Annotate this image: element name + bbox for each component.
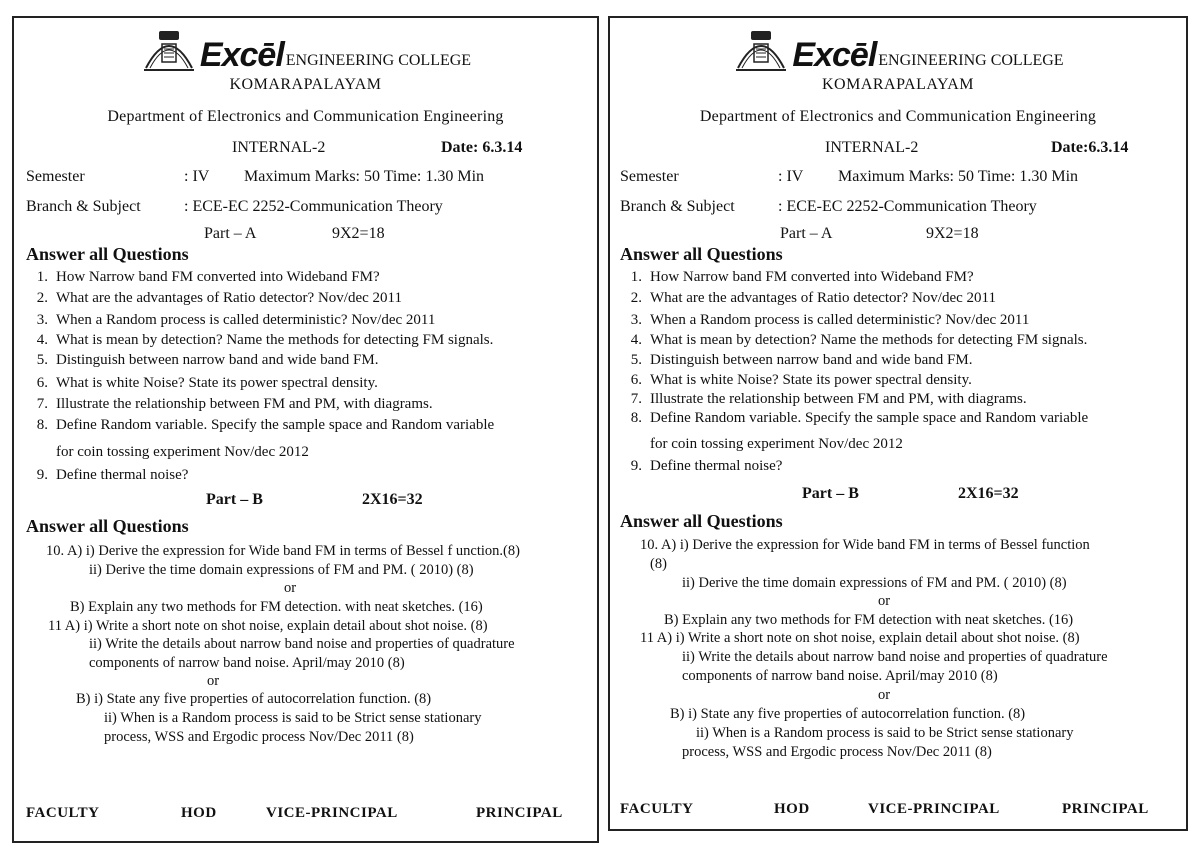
list-item: 5. Distinguish between narrow band and wide band FM. <box>36 352 379 368</box>
college-name: ENGINEERING COLLEGE <box>878 52 1064 69</box>
list-item: 3. When a Random process is called deterministic? Nov/dec 2011 <box>630 312 1030 328</box>
college-header <box>14 28 597 76</box>
list-item: 2. What are the advantages of Ratio detector? Nov/dec 2011 <box>630 290 996 306</box>
list-item: 3. When a Random process is called deterministic? Nov/dec 2011 <box>36 312 436 328</box>
marks-time: Maximum Marks: 50 Time: 1.30 Min <box>244 168 485 185</box>
q11b-i: B) i) State any five properties of autocorrelation function. (8) <box>670 706 1026 722</box>
or-separator: or <box>878 593 891 609</box>
signature-hod: HOD <box>774 801 810 817</box>
q10b: B) Explain any two methods for FM detection with neat sketches. (16) <box>664 612 1074 628</box>
q10a-ii: ii) Derive the time domain expressions of FM and PM. ( 2010) (8) <box>682 575 1067 591</box>
list-item: 4. What is mean by detection? Name the methods for detecting FM signals. <box>630 332 1088 348</box>
semester-value: : IV <box>184 168 210 185</box>
signature-vice-principal: VICE-PRINCIPAL <box>868 801 1000 817</box>
list-item: 8. Define Random variable. Specify the sample space and Random variable for coin tossing experiment Nov/dec 2012 <box>36 417 495 460</box>
part-a-question-list <box>608 269 1088 480</box>
college-location: KOMARAPALAYAM <box>229 76 382 93</box>
q10a-i-cont: (8) <box>650 556 667 572</box>
part-a-question-list <box>14 269 494 489</box>
list-item: 4. What is mean by detection? Name the methods for detecting FM signals. <box>36 332 494 348</box>
list-item: 1. How Narrow band FM converted into Wideband FM? <box>36 269 380 285</box>
q10a-i: 10. A) i) Derive the expression for Wide band FM in terms of Bessel f unction.(8) <box>46 543 520 559</box>
answer-all-heading-b: Answer all Questions <box>26 516 189 536</box>
q10a-ii: ii) Derive the time domain expressions of FM and PM. ( 2010) (8) <box>89 562 474 578</box>
q11a-ii-cont: components of narrow band noise. April/may 2010 (8) <box>89 655 405 671</box>
signature-vice-principal: VICE-PRINCIPAL <box>266 805 398 821</box>
part-a-marks: 9X2=18 <box>926 225 979 242</box>
branch-label: Branch & Subject <box>26 198 141 215</box>
college-logo-text: Excēl <box>792 36 877 74</box>
marks-time: Maximum Marks: 50 Time: 1.30 Min <box>838 168 1079 185</box>
q11b-ii-cont: process, WSS and Ergodic process Nov/Dec 2011 (8) <box>104 729 414 745</box>
q10a-i: 10. A) i) Derive the expression for Wide band FM in terms of Bessel function <box>640 537 1090 553</box>
answer-all-heading-b: Answer all Questions <box>620 511 783 531</box>
college-logo-text: Excēl <box>199 36 284 74</box>
or-separator: or <box>207 673 220 689</box>
q11a-ii-cont: components of narrow band noise. April/may 2010 (8) <box>682 668 998 684</box>
signature-principal: PRINCIPAL <box>476 805 563 821</box>
semester-value: : IV <box>778 168 804 185</box>
department-title: Department of Electronics and Communication Engineering <box>107 108 504 125</box>
list-item: 7. Illustrate the relationship between FM and PM, with diagrams. <box>36 396 433 412</box>
signature-hod: HOD <box>181 805 217 821</box>
branch-label: Branch & Subject <box>620 198 735 215</box>
branch-value: : ECE-EC 2252-Communication Theory <box>778 198 1037 215</box>
list-item: 2. What are the advantages of Ratio detector? Nov/dec 2011 <box>36 290 402 306</box>
signature-faculty: FACULTY <box>26 805 100 821</box>
college-seal-icon <box>732 28 790 72</box>
branch-value: : ECE-EC 2252-Communication Theory <box>184 198 443 215</box>
signature-faculty: FACULTY <box>620 801 694 817</box>
answer-all-heading: Answer all Questions <box>26 244 189 264</box>
q11a-i: 11 A) i) Write a short note on shot noise, explain detail about shot noise. (8) <box>640 630 1080 646</box>
semester-label: Semester <box>26 168 85 185</box>
exam-date: Date: 6.3.14 <box>441 139 523 156</box>
or-separator: or <box>284 580 297 596</box>
part-b-marks: 2X16=32 <box>362 491 423 508</box>
college-seal-icon <box>140 28 198 72</box>
exam-name: INTERNAL-2 <box>825 139 919 156</box>
part-b-heading: Part – B <box>206 491 263 508</box>
list-item: 6. What is white Noise? State its power spectral density. <box>630 372 972 388</box>
department-title: Department of Electronics and Communication Engineering <box>699 108 1097 125</box>
q11b-ii: ii) When is a Random process is said to be Strict sense stationary <box>696 725 1074 741</box>
list-item: 9. Define thermal noise? <box>630 458 783 474</box>
q10b: B) Explain any two methods for FM detection. with neat sketches. (16) <box>70 599 483 615</box>
part-b-heading: Part – B <box>802 485 859 502</box>
q11b-i: B) i) State any five properties of autocorrelation function. (8) <box>76 691 432 707</box>
q11b-ii-cont: process, WSS and Ergodic process Nov/Dec 2011 (8) <box>682 744 992 760</box>
signature-principal: PRINCIPAL <box>1062 801 1149 817</box>
exam-date: Date:6.3.14 <box>1051 139 1129 156</box>
q11a-ii: ii) Write the details about narrow band noise and properties of quadrature <box>89 636 515 652</box>
list-item: 8. Define Random variable. Specify the sample space and Random variable for coin tossing experiment Nov/dec 2012 <box>630 410 1089 452</box>
q11a-i: 11 A) i) Write a short note on shot noise, explain detail about shot noise. (8) <box>48 618 488 634</box>
college-header <box>610 28 1186 76</box>
college-name: ENGINEERING COLLEGE <box>285 52 472 69</box>
part-a-marks: 9X2=18 <box>332 225 385 242</box>
list-item: 1. How Narrow band FM converted into Wideband FM? <box>630 269 974 285</box>
list-item: 7. Illustrate the relationship between FM and PM, with diagrams. <box>630 391 1027 407</box>
q11a-ii: ii) Write the details about narrow band noise and properties of quadrature <box>682 649 1108 665</box>
question-paper-left <box>12 16 599 843</box>
part-b-marks: 2X16=32 <box>958 485 1019 502</box>
list-item: 9. Define thermal noise? <box>36 467 189 483</box>
part-a-heading: Part – A <box>780 225 833 242</box>
list-item: 5. Distinguish between narrow band and wide band FM. <box>630 352 973 368</box>
college-location: KOMARAPALAYAM <box>821 76 975 93</box>
list-item: 6. What is white Noise? State its power spectral density. <box>36 375 378 391</box>
or-separator: or <box>878 687 891 703</box>
exam-name: INTERNAL-2 <box>232 139 326 156</box>
question-paper-right <box>608 16 1188 831</box>
part-a-heading: Part – A <box>204 225 257 242</box>
semester-label: Semester <box>620 168 679 185</box>
q11b-ii: ii) When is a Random process is said to be Strict sense stationary <box>104 710 482 726</box>
answer-all-heading: Answer all Questions <box>620 244 783 264</box>
